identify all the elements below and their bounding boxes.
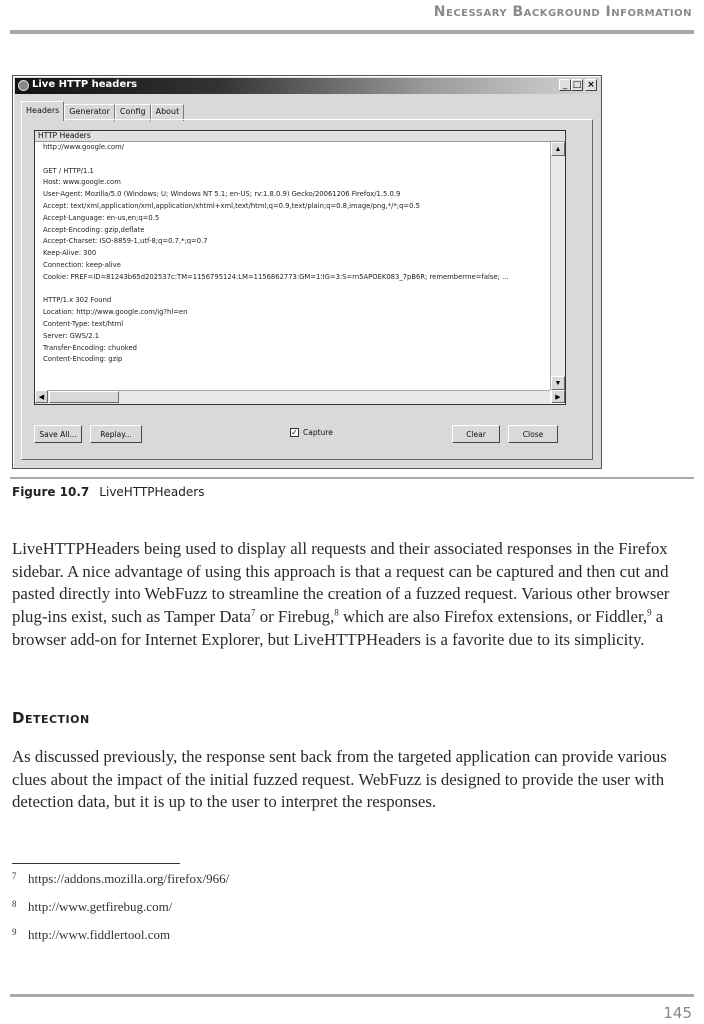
header-line[interactable]: Keep-Alive: 300 — [43, 249, 97, 258]
tab-about[interactable]: About — [151, 104, 185, 121]
capture-checkbox[interactable]: ✓ — [291, 428, 298, 437]
footnote-url[interactable]: http://www.getfirebug.com/ — [28, 899, 173, 914]
header-line[interactable]: HTTP/1.x 302 Found — [43, 296, 112, 305]
header-line[interactable]: http://www.google.com/ — [43, 143, 125, 151]
horizontal-scrollbar[interactable] — [35, 390, 561, 404]
list-column-header[interactable]: HTTP Headers — [35, 131, 565, 142]
close-window-button[interactable]: × — [585, 79, 597, 91]
header-line[interactable]: Content-Type: text/html — [43, 319, 124, 328]
footnote-number: 8 — [12, 899, 17, 909]
footnote-url[interactable]: https://addons.mozilla.org/firefox/966/ — [28, 871, 230, 886]
header-line[interactable] — [43, 154, 550, 166]
header-line[interactable]: Content-Encoding: gzip — [43, 355, 123, 364]
capture-checkbox-group[interactable] — [290, 428, 333, 437]
scroll-down-arrow-icon[interactable]: ▼ — [551, 376, 565, 390]
paragraph-text: or Firebug, — [255, 607, 335, 627]
header-line[interactable]: Transfer-Encoding: chunked — [43, 343, 137, 352]
header-line[interactable]: Cookie: PREF=ID=81243b65d202537c:TM=1156795124:LM=1156862773:GM=1:IG=3:S=rn5APOEK083_7pB6R; rememberme=false; ... — [43, 272, 509, 281]
save-all-button[interactable]: Save All... — [34, 425, 82, 443]
button-row — [34, 425, 564, 443]
body-paragraph-2: As discussed previously, the response sent back from the targeted application can provide various clues about the impact of the initial fuzzed request. WebFuzz is designed to provide the user with detection data, but it is up to the user to interpret the responses. — [12, 747, 667, 812]
footnote-rule — [12, 863, 180, 864]
footnote-ref-8: 8 — [334, 607, 339, 618]
paragraph-text: a browser add-on for Internet Explorer, but LiveHTTPHeaders is a favorite due to its simplicity. — [12, 607, 664, 649]
header-line[interactable]: Connection: keep-alive — [43, 260, 121, 269]
tab-headers[interactable]: Headers — [21, 101, 64, 121]
running-head: Necessary Background Information — [433, 4, 692, 20]
body-paragraph-1 — [12, 538, 692, 652]
header-line[interactable] — [43, 284, 550, 296]
window-title: Live HTTP headers — [32, 79, 138, 90]
vertical-scrollbar[interactable] — [550, 142, 565, 390]
capture-label: Capture — [303, 428, 333, 437]
footnote-url[interactable]: http://www.fiddlertool.com — [28, 927, 171, 942]
footnote-number: 9 — [12, 927, 17, 937]
figure-title: LiveHTTPHeaders — [99, 485, 205, 499]
header-line[interactable]: Location: http://www.google.com/ig?hl=en — [43, 308, 188, 317]
maximize-button[interactable]: □ — [572, 80, 582, 90]
header-line[interactable]: Accept-Charset: ISO-8859-1,utf-8;q=0.7,*;q=0.7 — [43, 237, 208, 246]
scroll-left-arrow-icon[interactable]: ◀ — [35, 390, 48, 403]
live-http-headers-window — [12, 75, 602, 469]
title-bar[interactable] — [15, 78, 599, 94]
footnote-8 — [12, 899, 172, 915]
figure-number: Figure 10.7 — [12, 485, 90, 499]
clear-button[interactable]: Clear — [452, 425, 500, 443]
header-line[interactable]: User-Agent: Mozilla/5.0 (Windows; U; Windows NT 5.1; en-US; rv:1.8.0.9) Gecko/20061206 Firefox/1.5.0.9 — [43, 190, 401, 199]
replay-button[interactable]: Replay... — [90, 425, 142, 443]
paragraph-text: LiveHTTPHeaders being used to display all requests and their associated responses in the Firefox sidebar. A nice advantage of using this approach is that a request can be captured and then cut and pasted directly into WebFuzz to streamline the creation of a fuzzed request. Various other browser plug-ins exist, such as Tamper Data — [12, 539, 670, 627]
header-rule — [10, 30, 694, 34]
header-line[interactable]: Accept: text/xml,application/xml,application/xhtml+xml,text/html;q=0.9,text/plain;q=0.8,image/png,*/*;q=0.5 — [43, 201, 420, 210]
footnote-number: 7 — [12, 871, 17, 881]
minimize-button[interactable]: _ — [559, 79, 571, 91]
figure-rule — [10, 477, 694, 479]
close-button[interactable]: Close — [508, 425, 558, 443]
footer-rule — [10, 994, 694, 997]
header-line[interactable]: Host: www.google.com — [43, 178, 121, 187]
tab-bar — [21, 101, 184, 121]
tab-panel — [21, 119, 593, 460]
footnote-ref-7: 7 — [251, 607, 256, 618]
horizontal-scroll-thumb[interactable] — [49, 391, 119, 403]
header-line[interactable]: Server: GWS/2.1 — [43, 331, 100, 340]
scroll-right-arrow-icon[interactable]: ▶ — [551, 390, 565, 403]
header-line[interactable]: Accept-Language: en-us,en;q=0.5 — [43, 213, 160, 222]
header-line[interactable]: GET / HTTP/1.1 — [43, 166, 94, 175]
footnote-9 — [12, 927, 170, 943]
http-headers-list[interactable] — [34, 130, 566, 405]
paragraph-text: which are also Firefox extensions, or Fiddler, — [338, 607, 648, 627]
section-heading: Detection — [12, 709, 90, 727]
app-icon — [18, 80, 29, 91]
tab-generator[interactable]: Generator — [64, 104, 115, 121]
header-line[interactable]: Accept-Encoding: gzip,deflate — [43, 225, 145, 234]
page-number: 145 — [663, 1004, 692, 1022]
scroll-up-arrow-icon[interactable]: ▲ — [551, 142, 565, 156]
figure-caption — [12, 485, 204, 499]
tab-config[interactable]: Config — [115, 104, 151, 121]
footnote-ref-9: 9 — [647, 607, 652, 618]
headers-text-area[interactable] — [35, 142, 550, 390]
footnote-7 — [12, 871, 229, 887]
